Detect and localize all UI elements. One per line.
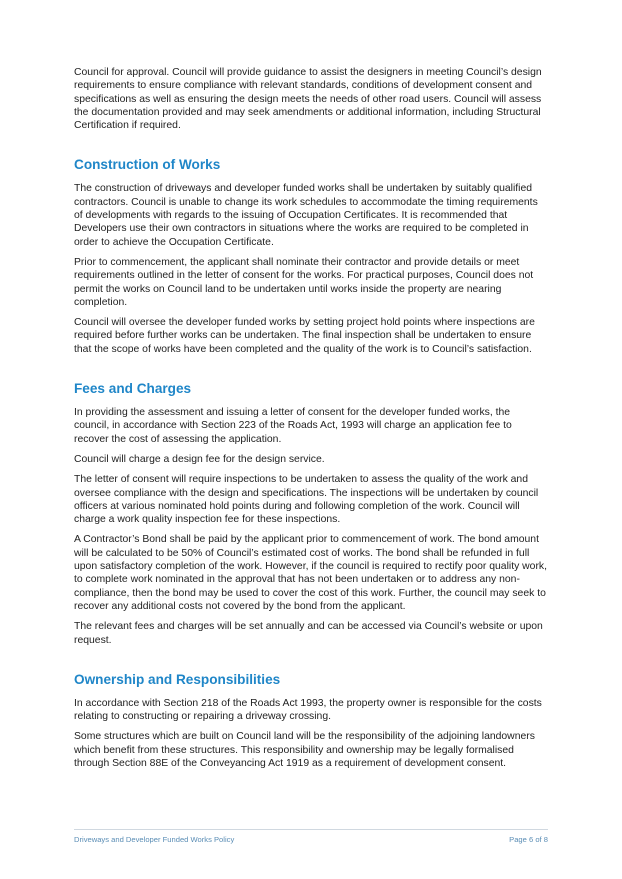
section-heading: Fees and Charges: [74, 381, 192, 397]
document-body: [74, 66, 548, 777]
footer-page-number: Page 6 of 8: [509, 835, 548, 844]
section-fees-and-charges: [74, 381, 548, 647]
paragraph: In accordance with Section 218 of the Roads Act 1993, the property owner is responsible for the costs relating to constructing or repairing a driveway crossing.: [74, 697, 542, 723]
paragraph: In providing the assessment and issuing a letter of consent for the developer funded works, the council, in accordance with Section 223 of the Roads Act, 1993 will charge an application fee to recover the cost of assessing the application.: [74, 407, 512, 445]
page-footer: [74, 829, 548, 844]
paragraph: Some structures which are built on Council land will be the responsibility of the adjoining landowners which benefit from these structures. This responsibility and ownership may be legally formalised through Section 88E of the Conveyancing Act 1919 as a requirement of development consent.: [74, 731, 535, 769]
paragraph: The construction of driveways and developer funded works shall be undertaken by suitably qualified contractors. Council is unable to change its work schedules to accommodate the timing requirements of developments with regards to the issuing of Occupation Certificates. It is recommended that Developers use their own contractors in situations where the works are required to be completed in order to achieve the Occupation Certificate.: [74, 183, 538, 248]
paragraph: Council will charge a design fee for the design service.: [74, 453, 325, 465]
paragraph: A Contractor’s Bond shall be paid by the applicant prior to commencement of work. The bond amount will be calculated to be 50% of Council’s estimated cost of works. The bond shall be refunded in full upon satisfactory completion of the work. However, if the council is required to rectify poor quality work, to complete work nominated in the approval that has not been undertaken or to address any non-compliance, then the bond may be used to cover the cost of this work. Further, the council may seek to recover any additional costs not covered by the bond from the applicant.: [74, 534, 547, 612]
intro-paragraph: Council for approval. Council will provide guidance to assist the designers in meeting Council’s design requirements to ensure compliance with relevant standards, conditions of development consent and specifications as well as ensuring the design meets the needs of other road users. Council will assess the documentation provided and may seek amendments or additional information, including Structural Certification if required.: [74, 67, 542, 132]
section-heading: Ownership and Responsibilities: [74, 671, 281, 687]
section-construction-of-works: [74, 157, 548, 356]
paragraph: The relevant fees and charges will be set annually and can be accessed via Council’s website or upon request.: [74, 621, 543, 646]
section-ownership-and-responsibilities: [74, 672, 548, 770]
section-heading: Construction of Works: [74, 157, 221, 173]
paragraph: Council will oversee the developer funded works by setting project hold points where inspections are required before further works can be undertaken. The final inspection shall be undertaken to ensure that the scope of works have been completed and the quality of the work is to Council’s satisfaction.: [74, 317, 535, 355]
footer-document-title: Driveways and Developer Funded Works Policy: [74, 835, 235, 844]
paragraph: The letter of consent will require inspections to be undertaken to assess the quality of the work and oversee compliance with the design and specifications. The inspections will be undertaken by council officers at various nominated hold points during and following completion of the work. Council will charge a work quality inspection fee for these inspections.: [74, 474, 539, 526]
paragraph: Prior to commencement, the applicant shall nominate their contractor and provide details or meet requirements outlined in the letter of consent for the works. For practical purposes, Council does not permit the works on Council land to be undertaken until works inside the property are nearing completion.: [74, 256, 534, 308]
